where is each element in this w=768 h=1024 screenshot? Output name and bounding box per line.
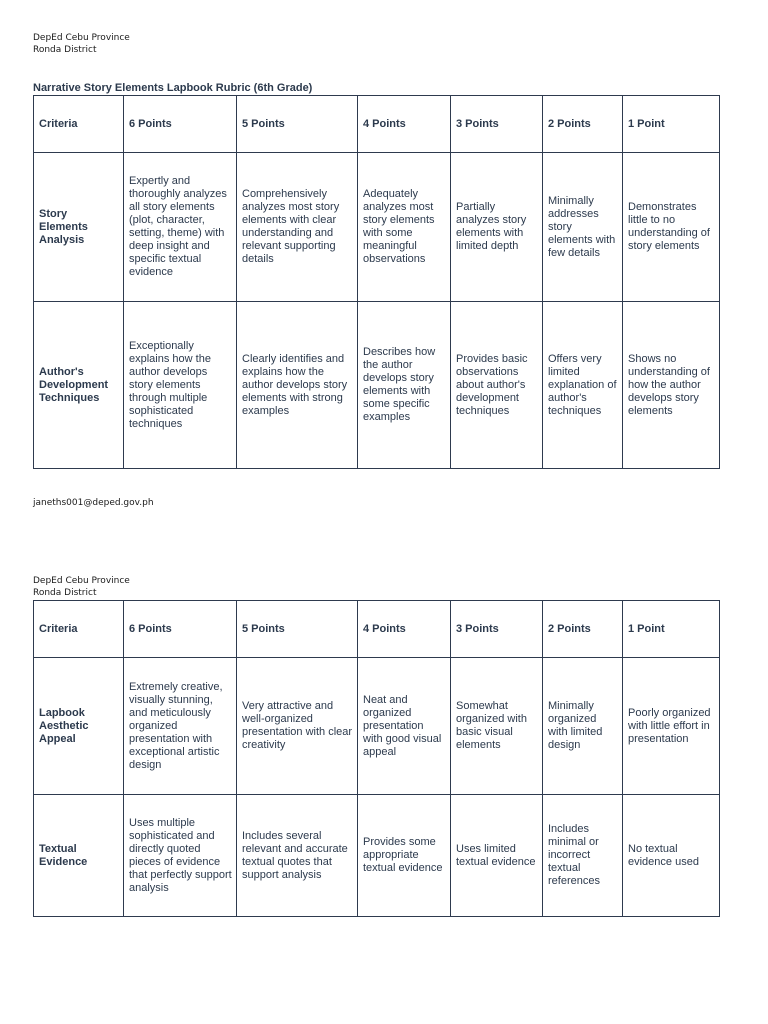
- rubric-cell: Minimally organized with limited design: [543, 658, 623, 795]
- rubric-cell: Describes how the author develops story elements with some specific examples: [358, 302, 451, 469]
- rubric-cell: Neat and organized presentation with good visual appeal: [358, 658, 451, 795]
- rubric-cell: Minimally addresses story elements with few details: [543, 153, 623, 302]
- rubric-cell: Extremely creative, visually stunning, and meticulously organized presentation with exceptional artistic design: [124, 658, 237, 795]
- rubric-title: Narrative Story Elements Lapbook Rubric (6th Grade): [33, 82, 313, 94]
- rubric-cell: Provides some appropriate textual evidence: [358, 795, 451, 917]
- rubric-cell: Clearly identifies and explains how the author develops story elements with strong examples: [237, 302, 358, 469]
- header-district: Ronda District: [33, 588, 97, 598]
- header-org: DepEd Cebu Province: [33, 576, 130, 586]
- column-header: 2 Points: [543, 601, 623, 658]
- table-row: [34, 153, 720, 302]
- criteria-cell: Textual Evidence: [34, 795, 124, 917]
- column-header: 3 Points: [451, 601, 543, 658]
- criteria-cell: Story Elements Analysis: [34, 153, 124, 302]
- rubric-table-2: [33, 600, 720, 917]
- table-row: [34, 302, 720, 469]
- column-header: 6 Points: [124, 96, 237, 153]
- rubric-table-1: [33, 95, 720, 469]
- rubric-cell: Expertly and thoroughly analyzes all story elements (plot, character, setting, theme) with deep insight and specific textual evidence: [124, 153, 237, 302]
- footer-email: janeths001@deped.gov.ph: [33, 498, 154, 508]
- column-header: 1 Point: [623, 96, 720, 153]
- rubric-cell: Includes minimal or incorrect textual references: [543, 795, 623, 917]
- table-header-row: [34, 601, 720, 658]
- column-header: 4 Points: [358, 96, 451, 153]
- rubric-cell: Demonstrates little to no understanding of story elements: [623, 153, 720, 302]
- rubric-cell: Somewhat organized with basic visual elements: [451, 658, 543, 795]
- rubric-cell: Offers very limited explanation of author's techniques: [543, 302, 623, 469]
- criteria-cell: Lapbook Aesthetic Appeal: [34, 658, 124, 795]
- rubric-cell: Comprehensively analyzes most story elements with clear understanding and relevant supporting details: [237, 153, 358, 302]
- rubric-cell: No textual evidence used: [623, 795, 720, 917]
- column-header: 3 Points: [451, 96, 543, 153]
- criteria-cell: Author's Development Techniques: [34, 302, 124, 469]
- header-district: Ronda District: [33, 45, 97, 55]
- rubric-cell: Exceptionally explains how the author develops story elements through multiple sophisticated techniques: [124, 302, 237, 469]
- column-header: 5 Points: [237, 601, 358, 658]
- column-header: 1 Point: [623, 601, 720, 658]
- rubric-cell: Uses multiple sophisticated and directly quoted pieces of evidence that perfectly support analysis: [124, 795, 237, 917]
- rubric-cell: Poorly organized with little effort in presentation: [623, 658, 720, 795]
- header-org: DepEd Cebu Province: [33, 33, 130, 43]
- table-header-row: [34, 96, 720, 153]
- rubric-cell: Partially analyzes story elements with limited depth: [451, 153, 543, 302]
- rubric-cell: Uses limited textual evidence: [451, 795, 543, 917]
- page1-header: [33, 32, 130, 56]
- page2-header: [33, 575, 130, 599]
- table-row: [34, 795, 720, 917]
- table-row: [34, 658, 720, 795]
- rubric-cell: Adequately analyzes most story elements with some meaningful observations: [358, 153, 451, 302]
- rubric-cell: Shows no understanding of how the author develops story elements: [623, 302, 720, 469]
- column-header: 2 Points: [543, 96, 623, 153]
- column-header: Criteria: [34, 601, 124, 658]
- column-header: 5 Points: [237, 96, 358, 153]
- rubric-cell: Very attractive and well-organized presentation with clear creativity: [237, 658, 358, 795]
- rubric-cell: Includes several relevant and accurate textual quotes that support analysis: [237, 795, 358, 917]
- column-header: 6 Points: [124, 601, 237, 658]
- column-header: Criteria: [34, 96, 124, 153]
- rubric-cell: Provides basic observations about author's development techniques: [451, 302, 543, 469]
- column-header: 4 Points: [358, 601, 451, 658]
